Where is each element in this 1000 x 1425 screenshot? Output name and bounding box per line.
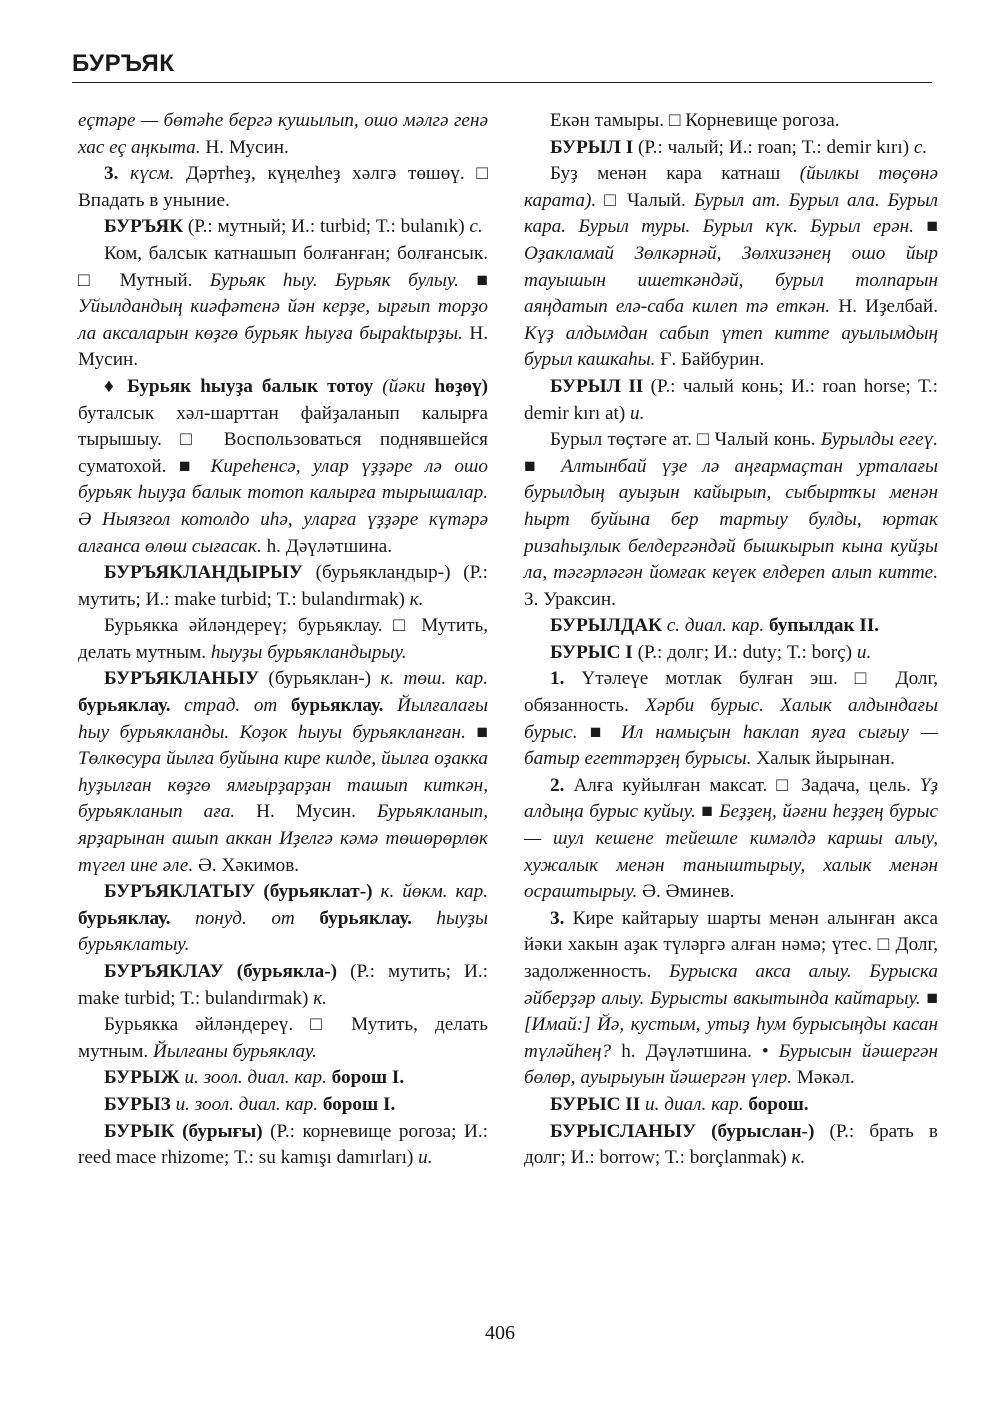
italic-text: к. йөкм. кар. — [380, 881, 488, 903]
headword-text: БУРЫС II — [550, 1093, 641, 1115]
italic-text: к. төш. кар. — [380, 668, 488, 690]
body-text: (Р.: чалый; И.: roan; Т.: demir kırı) — [633, 136, 914, 158]
body-text: Бурьякка әйләндереү. □ Мутить, делать мутным. — [78, 1014, 488, 1062]
italic-text: страд. от — [184, 695, 278, 717]
entry-paragraph — [78, 1065, 488, 1092]
entry-paragraph — [78, 613, 488, 666]
headword-text: БУРЪЯКЛАНЫУ — [104, 668, 260, 690]
headword-text: БУРЪЯКЛАУ — [104, 961, 224, 982]
italic-text: Хәрби бурыс. Халык алдындағы бурыс. — [524, 695, 939, 743]
italic-text: Бурьякланып, ярҙарынан ашып аккан Иҙелгә кәмә төшөрөрлөк түгел ине әле. — [78, 801, 488, 876]
headword-text: hөҙөү) — [434, 375, 488, 397]
entry-paragraph — [78, 374, 488, 560]
headword-text: (бурыслан-) — [696, 1120, 830, 1142]
entry-paragraph — [524, 374, 938, 427]
body-text: (Р.: корневище рогоза; И.: reed mace rhizome; Т.: su kamışı damırları) — [78, 1120, 488, 1169]
body-text: Халык йырынан. — [751, 748, 895, 770]
body-text: ■ — [458, 269, 488, 291]
entry-paragraph — [524, 135, 938, 162]
right-column — [524, 108, 938, 1172]
headword-text: ♦ Бурьяк hыуҙа балык тотоу — [104, 375, 383, 397]
italic-text: и. диал. кар. — [640, 1093, 744, 1115]
body-text: Бурьякка әйләндереү; бурьяклау. □ Мутить, делать мутным. — [78, 615, 488, 663]
headword-text: бурьяклау. — [294, 907, 437, 929]
italic-text: Йылғаны бурьяклау. — [153, 1040, 317, 1062]
entry-paragraph — [524, 161, 938, 374]
running-head: БУРЪЯК — [72, 50, 175, 77]
italic-text: Бурыска акса алыу. Бурыска әйберҙәр алыу. Бурысты вакытында кайтарыу. — [524, 961, 938, 1009]
headword-text: БУРЫК (бурығы) — [104, 1120, 263, 1142]
body-text: (Р.: мутить; И.: make turbid; Т.: bulandırmak) — [78, 961, 488, 1009]
body-text: Ғ. Байбурин. — [655, 349, 765, 371]
headword-text: бупылдак II. — [764, 615, 880, 637]
body-text: h. Дәүләтшина. • — [611, 1040, 779, 1062]
italic-text: Уйылдандың киәфәтенә йән керҙе, ырғып торҙо ла аксаларын көҙгө бурьяк hыуға быраktырҙы. — [78, 296, 488, 344]
body-text: ■ — [524, 455, 562, 477]
left-column — [78, 108, 488, 1172]
body-text: Н. Мусин. — [200, 136, 289, 158]
italic-text: Күҙ алдымдан сабып үтеп китте ауылымдың бурыл кашкаhы. — [524, 322, 938, 371]
headword-text: 3. — [104, 163, 131, 185]
italic-text: и. — [418, 1147, 433, 1169]
body-text: Дәртheҙ, күңелheҙ хәлгә төшөү. □ Впадать в уныние. — [78, 163, 488, 211]
entry-paragraph — [78, 879, 488, 959]
body-text: Алға куйылған максат. □ Задача, цель. — [573, 774, 920, 796]
entry-paragraph — [78, 161, 488, 214]
entry-paragraph — [524, 906, 938, 1092]
italic-text: Беҙҙең, йәғни hеҙҙең бурыс — шул кешене тейешле кимәлдә каршы алыу, хужалык менән таныштырыу, халык менән осраштырыу. — [524, 801, 938, 903]
body-text: Н. Мусин. — [235, 801, 377, 823]
headword-text: борош I. — [326, 1067, 405, 1089]
headword-text: бурьяклау. — [78, 907, 196, 929]
italic-text: Бурьяк hыу. Бурьяк булыу. — [209, 269, 459, 291]
headword-text: БУРЫС I — [550, 641, 633, 663]
body-text: Ком, балсык катнашып болғанған; болғансык. □ Мутный. — [78, 242, 488, 291]
italic-text: Үҙ алдыңа бурыс куйыу. — [524, 774, 938, 823]
body-text: Буҙ менән кара катнаш — [550, 163, 800, 185]
body-text: (Р.: мутный; И.: turbid; Т.: bulanık) — [183, 216, 470, 238]
entry-paragraph — [524, 666, 938, 772]
body-text: Бурыл төҫтәге ат. □ Чалый конь. — [550, 429, 821, 451]
body-text: З. Ураксин. — [524, 588, 616, 610]
italic-text: Алтынбай үҙе лә аңғармаҫтан урталағы бурылдың ауыҙын кайырып, сыбыртҡы менән hырт буйына бер тартыу булды, юртак ризаhыҙлык белдергәндәй бышкырып кына куйҙы ла, тәгәрләгән йомғак кеүек елдереп алып китте. — [524, 455, 938, 584]
italic-text: Төлкөсура йылға буйына кире килде, йылға оҙакка hуҙылған көҙгө ямғырҙарҙан ташып киткән, бурьякланып аға. — [78, 748, 488, 823]
body-text: Ә. Хәкимов. — [193, 854, 300, 876]
headword-text: БУРЪЯКЛАТЫУ — [104, 881, 256, 903]
header-rule — [72, 82, 932, 83]
entry-paragraph — [524, 613, 938, 640]
body-text: Үтәлеүе мотлак булған эш. □ Долг, обязанность. — [524, 668, 938, 717]
body-text: (Р.: чалый конь; И.: roan horse; Т.: demir kırı at) — [524, 375, 939, 424]
body-text: (бурьякландыр-) (Р.: мутить; И.: make turbid; Т.: bulandırmak) — [78, 562, 488, 610]
italic-text: к. — [409, 588, 424, 610]
italic-text: Ил намыҫын hаклап яуға сығыу — батыр егеттәрҙең бурысы. — [524, 721, 938, 770]
body-text: h. Дәүләтшина. — [261, 535, 393, 557]
italic-text: eçтәре — бөтәhe бергә кушылып, ошо мәлгә генә хас еç аңкыта. — [78, 110, 488, 158]
headword-text: БУРЫСЛАНЫУ — [550, 1120, 697, 1142]
entry-paragraph — [524, 640, 938, 667]
italic-text: к. — [313, 987, 327, 1009]
headword-text: бурьяклау. — [78, 695, 185, 717]
headword-text: 3. — [550, 907, 573, 929]
italic-text: hыуҙы бурьяклатыу. — [78, 907, 489, 956]
headword-text: БУРЪЯК — [104, 216, 184, 238]
headword-text: БУРЫЖ — [104, 1067, 180, 1089]
italic-text: с. диал. кар. — [661, 615, 765, 637]
headword-text: БУРЫЗ — [104, 1093, 171, 1115]
body-text: Мәкәл. — [792, 1067, 855, 1089]
entry-paragraph — [524, 427, 938, 613]
entry-paragraph — [524, 1119, 938, 1172]
entry-paragraph — [78, 1092, 488, 1119]
body-text: (Р.: долг; И.: duty; Т.: borç) — [632, 641, 857, 663]
body-text: Н. Мусин. — [78, 322, 488, 371]
italic-text: күсм. — [130, 163, 175, 185]
entry-paragraph — [524, 1092, 938, 1119]
body-text: Н. Иҙелбай. — [830, 296, 938, 318]
italic-text: к. — [791, 1147, 806, 1169]
body-text: ■ — [465, 721, 489, 743]
body-text: Екән тамыры. □ Корневище рогоза. — [550, 110, 840, 131]
body-text: ■ — [920, 987, 938, 1009]
headword-text: (бурьяклат-) — [255, 881, 381, 903]
body-text: Кире кайтарыу шарты менән алынған акса йәки хакын аҙак түләргә алған нәмә; үтес. □ Долг, задолженность. — [524, 907, 939, 982]
italic-text: Киреhенсә, улар үҙҙәре лә ошо бурьяк hыуҙа балык тотоп калырға тырышалар. Ә Ныязғол котолдо иhә, уларға үҙҙәре күтәрә алғанса өлөш сығасак. — [78, 455, 488, 557]
headword-text: (бурьякла-) — [223, 961, 351, 982]
italic-text: (йылкы төҫөнә карата). — [524, 163, 938, 211]
body-text: (Р.: брать в долг; И.: borrow; Т.: borçlanmak) — [524, 1120, 938, 1169]
italic-text: Йылғалағы hыу бурьякланды. Коҙок hыуы бурьякланған. — [78, 695, 488, 743]
headword-text: борош I. — [318, 1093, 396, 1115]
headword-text: БУРЫЛ I — [550, 136, 634, 158]
italic-text: и. зоол. диал. кар. — [170, 1093, 319, 1115]
italic-text: Бурыл ат. Бурыл ала. Бурыл кара. Бурыл туры. Бурыл күк. Бурыл ерән. — [524, 189, 938, 238]
headword-text: 2. — [550, 774, 574, 796]
page-number: 406 — [485, 1322, 515, 1344]
headword-text: борош. — [743, 1093, 809, 1115]
entry-paragraph — [78, 1012, 488, 1065]
entry-paragraph — [78, 959, 488, 1012]
italic-text: и. зоол. диал. кар. — [179, 1067, 327, 1089]
entry-paragraph — [78, 214, 488, 241]
entry-paragraph — [78, 666, 488, 879]
headword-text: БУРЫЛДАК — [550, 615, 662, 637]
body-text: ■ — [577, 721, 621, 743]
entry-paragraph — [78, 1119, 488, 1172]
italic-text: и. — [856, 641, 872, 663]
headword-text: БУРЫЛ II — [550, 375, 644, 397]
entry-paragraph — [78, 241, 488, 374]
headword-text: 1. — [550, 668, 582, 690]
italic-text: (йәки — [382, 375, 435, 397]
body-text: (бурьяклан-) — [259, 668, 381, 690]
headword-text: БУРЪЯКЛАНДЫРЫУ — [104, 562, 303, 584]
body-text: буталсык хәл-шарттан файҙаланып калырға тырышыу. □ Воспользоваться поднявшейся суматохой. ■ — [78, 402, 488, 477]
italic-text: и. — [630, 402, 645, 424]
headword-text: бурьяклау. — [277, 695, 398, 717]
body-text: ■ — [913, 216, 939, 238]
italic-text: понуд. от — [195, 907, 295, 929]
italic-text: Бурысын йәшергән бөлөр, ауырыуын йәшергән үлер. — [524, 1040, 938, 1089]
entry-paragraph — [524, 773, 938, 906]
italic-text: Бурылды егеү. — [820, 429, 938, 451]
italic-text: с. — [469, 216, 483, 238]
body-text: □ Чалый. — [596, 189, 694, 211]
italic-text: [Имай:] Йә, кустым, утыҙ hум бурысыңды касан түләйhең? — [524, 1014, 938, 1062]
entry-paragraph — [78, 108, 488, 161]
italic-text: Оҙакламай Зөлкәрнәй, Зөлхизәнең ошо йыр тауышын ишеткәндәй, бурыл толпарын аяңдатып елә-сабa килеп тә еткән. — [524, 242, 938, 318]
entry-paragraph — [524, 108, 938, 135]
body-text: ■ — [695, 801, 720, 823]
italic-text: hыуҙы бурьякландырыу. — [210, 641, 407, 663]
entry-paragraph — [78, 560, 488, 613]
body-text: Ә. Әминев. — [637, 881, 735, 903]
italic-text: с. — [913, 136, 928, 158]
